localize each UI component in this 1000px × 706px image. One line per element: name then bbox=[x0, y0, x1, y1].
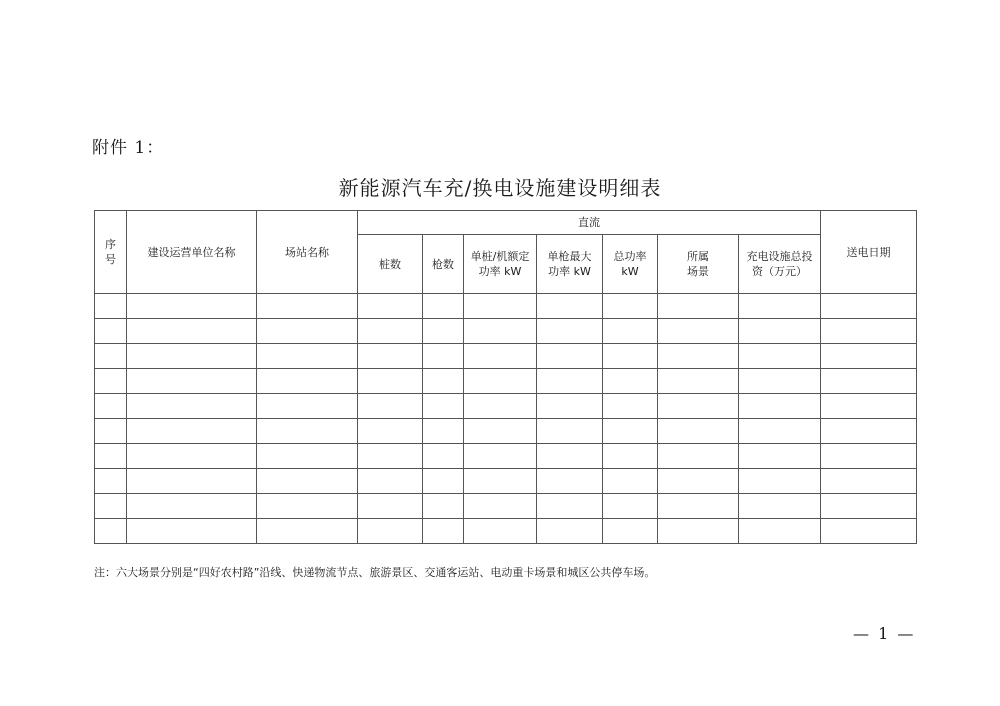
cell-scene bbox=[658, 369, 739, 394]
cell-station bbox=[257, 394, 358, 419]
document-title: 新能源汽车充/换电设施建设明细表 bbox=[338, 176, 662, 200]
cell-gun-count bbox=[423, 344, 464, 369]
cell-power-date bbox=[821, 444, 917, 469]
cell-station bbox=[257, 344, 358, 369]
cell-rated-power bbox=[464, 444, 537, 469]
cell-seq bbox=[95, 494, 127, 519]
cell-power-date bbox=[821, 519, 917, 544]
cell-gun-count bbox=[423, 519, 464, 544]
cell-scene bbox=[658, 419, 739, 444]
cell-investment bbox=[739, 469, 821, 494]
cell-investment bbox=[739, 394, 821, 419]
cell-rated-power bbox=[464, 344, 537, 369]
cell-operator bbox=[127, 369, 257, 394]
cell-pile-count bbox=[358, 444, 423, 469]
cell-pile-count bbox=[358, 394, 423, 419]
cell-power-date bbox=[821, 419, 917, 444]
cell-seq bbox=[95, 419, 127, 444]
table-row bbox=[95, 319, 917, 344]
cell-max-gun-power bbox=[537, 369, 603, 394]
header-scene: 所属场景 bbox=[658, 235, 739, 294]
header-seq: 序号 bbox=[95, 211, 127, 294]
cell-pile-count bbox=[358, 294, 423, 319]
table-row bbox=[95, 394, 917, 419]
cell-max-gun-power bbox=[537, 319, 603, 344]
cell-total-power bbox=[603, 394, 658, 419]
cell-total-power bbox=[603, 319, 658, 344]
cell-rated-power bbox=[464, 369, 537, 394]
cell-operator bbox=[127, 444, 257, 469]
page-number: — 1 — bbox=[853, 624, 916, 643]
cell-total-power bbox=[603, 519, 658, 544]
cell-rated-power bbox=[464, 419, 537, 444]
cell-total-power bbox=[603, 294, 658, 319]
header-dc-group: 直流 bbox=[358, 211, 821, 235]
footnote: 注：六大场景分别是“四好农村路”沿线、快递物流节点、旅游景区、交通客运站、电动重卡场景和城区公共停车场。 bbox=[94, 566, 656, 579]
cell-rated-power bbox=[464, 494, 537, 519]
table-row bbox=[95, 369, 917, 394]
cell-gun-count bbox=[423, 394, 464, 419]
cell-gun-count bbox=[423, 469, 464, 494]
cell-total-power bbox=[603, 344, 658, 369]
cell-seq bbox=[95, 394, 127, 419]
cell-gun-count bbox=[423, 419, 464, 444]
cell-investment bbox=[739, 344, 821, 369]
header-power-date: 送电日期 bbox=[821, 211, 917, 294]
cell-rated-power bbox=[464, 469, 537, 494]
cell-investment bbox=[739, 444, 821, 469]
cell-scene bbox=[658, 294, 739, 319]
cell-rated-power bbox=[464, 519, 537, 544]
cell-total-power bbox=[603, 469, 658, 494]
header-max-gun-power: 单枪最大功率 kW bbox=[537, 235, 603, 294]
header-total-power: 总功率 kW bbox=[603, 235, 658, 294]
cell-max-gun-power bbox=[537, 519, 603, 544]
cell-operator bbox=[127, 419, 257, 444]
cell-scene bbox=[658, 444, 739, 469]
cell-investment bbox=[739, 419, 821, 444]
cell-power-date bbox=[821, 344, 917, 369]
cell-investment bbox=[739, 494, 821, 519]
cell-pile-count bbox=[358, 344, 423, 369]
header-pile-count: 桩数 bbox=[358, 235, 423, 294]
cell-max-gun-power bbox=[537, 344, 603, 369]
cell-seq bbox=[95, 444, 127, 469]
cell-max-gun-power bbox=[537, 469, 603, 494]
cell-total-power bbox=[603, 444, 658, 469]
cell-gun-count bbox=[423, 369, 464, 394]
cell-scene bbox=[658, 519, 739, 544]
cell-max-gun-power bbox=[537, 294, 603, 319]
table-body bbox=[95, 294, 917, 544]
cell-scene bbox=[658, 494, 739, 519]
cell-station bbox=[257, 294, 358, 319]
cell-pile-count bbox=[358, 369, 423, 394]
cell-power-date bbox=[821, 294, 917, 319]
table-row bbox=[95, 519, 917, 544]
cell-rated-power bbox=[464, 294, 537, 319]
cell-investment bbox=[739, 294, 821, 319]
cell-station bbox=[257, 444, 358, 469]
cell-total-power bbox=[603, 494, 658, 519]
cell-power-date bbox=[821, 469, 917, 494]
cell-power-date bbox=[821, 494, 917, 519]
cell-max-gun-power bbox=[537, 394, 603, 419]
attachment-label: 附件 1： bbox=[92, 138, 165, 158]
cell-seq bbox=[95, 294, 127, 319]
cell-gun-count bbox=[423, 294, 464, 319]
cell-scene bbox=[658, 469, 739, 494]
cell-max-gun-power bbox=[537, 419, 603, 444]
cell-station bbox=[257, 469, 358, 494]
cell-investment bbox=[739, 369, 821, 394]
header-station: 场站名称 bbox=[257, 211, 358, 294]
cell-station bbox=[257, 519, 358, 544]
cell-operator bbox=[127, 394, 257, 419]
table-row bbox=[95, 494, 917, 519]
table-row bbox=[95, 344, 917, 369]
header-gun-count: 枪数 bbox=[423, 235, 464, 294]
cell-investment bbox=[739, 319, 821, 344]
cell-power-date bbox=[821, 369, 917, 394]
cell-station bbox=[257, 419, 358, 444]
cell-station bbox=[257, 369, 358, 394]
cell-seq bbox=[95, 344, 127, 369]
cell-operator bbox=[127, 494, 257, 519]
cell-pile-count bbox=[358, 419, 423, 444]
cell-operator bbox=[127, 344, 257, 369]
cell-operator bbox=[127, 294, 257, 319]
table-row bbox=[95, 444, 917, 469]
header-investment: 充电设施总投资（万元） bbox=[739, 235, 821, 294]
cell-max-gun-power bbox=[537, 444, 603, 469]
cell-pile-count bbox=[358, 319, 423, 344]
facility-detail-table bbox=[94, 210, 917, 544]
table-row bbox=[95, 294, 917, 319]
header-rated-power: 单桩/机额定功率 kW bbox=[464, 235, 537, 294]
cell-rated-power bbox=[464, 394, 537, 419]
cell-scene bbox=[658, 344, 739, 369]
cell-operator bbox=[127, 519, 257, 544]
cell-seq bbox=[95, 469, 127, 494]
cell-power-date bbox=[821, 394, 917, 419]
cell-total-power bbox=[603, 369, 658, 394]
cell-investment bbox=[739, 519, 821, 544]
cell-gun-count bbox=[423, 494, 464, 519]
cell-seq bbox=[95, 519, 127, 544]
cell-total-power bbox=[603, 419, 658, 444]
cell-power-date bbox=[821, 319, 917, 344]
cell-scene bbox=[658, 394, 739, 419]
cell-pile-count bbox=[358, 494, 423, 519]
cell-operator bbox=[127, 319, 257, 344]
cell-gun-count bbox=[423, 444, 464, 469]
cell-station bbox=[257, 319, 358, 344]
cell-station bbox=[257, 494, 358, 519]
cell-scene bbox=[658, 319, 739, 344]
header-operator: 建设运营单位名称 bbox=[127, 211, 257, 294]
cell-seq bbox=[95, 319, 127, 344]
cell-pile-count bbox=[358, 519, 423, 544]
cell-rated-power bbox=[464, 319, 537, 344]
table-row bbox=[95, 419, 917, 444]
cell-pile-count bbox=[358, 469, 423, 494]
cell-operator bbox=[127, 469, 257, 494]
cell-gun-count bbox=[423, 319, 464, 344]
table-row bbox=[95, 469, 917, 494]
cell-max-gun-power bbox=[537, 494, 603, 519]
cell-seq bbox=[95, 369, 127, 394]
